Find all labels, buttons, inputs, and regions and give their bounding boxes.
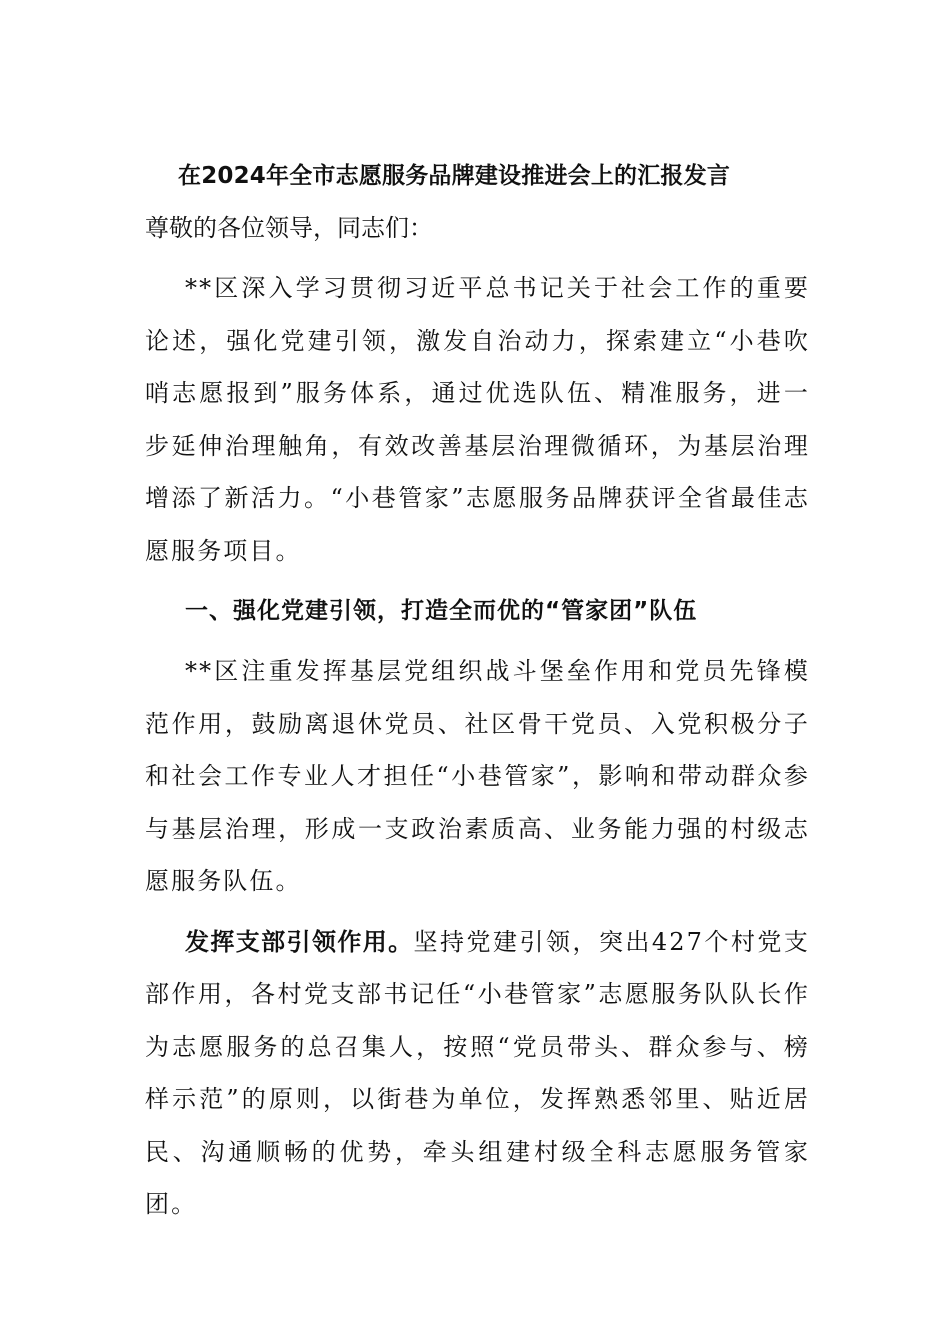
document-title: 在2024年全市志愿服务品牌建设推进会上的汇报发言 (178, 163, 731, 189)
intro-paragraph: **区深入学习贯彻习近平总书记关于社会工作的重要论述，强化党建引领，激发自治动力，探索建立“小巷吹哨志愿报到”服务体系，通过优选队伍、精准服务，进一步延伸治理触角，有效改善基层治理微循环，为基层治理增添了新活力。“小巷管家”志愿服务品牌获评全省最佳志愿服务项目。 (145, 274, 810, 565)
section-1-paragraph: **区注重发挥基层党组织战斗堡垒作用和党员先锋模范作用，鼓励离退休党员、社区骨干党员、入党积极分子和社会工作专业人才担任“小巷管家”，影响和带动群众参与基层治理，形成一支政治素质高、业务能力强的村级志愿服务队伍。 (145, 657, 810, 895)
section-heading-1: 一、强化党建引领，打造全而优的“管家团”队伍 (185, 598, 698, 624)
paragraph-2-lead: 发挥支部引领作用。 (185, 927, 414, 956)
paragraph-2 (145, 916, 810, 1231)
paragraph-2-text: 坚持党建引领，突出427个村党支部作用，各村党支部书记任“小巷管家”志愿服务队队长作为志愿服务的总召集人，按照“党员带头、群众参与、榜样示范”的原则，以街巷为单位，发挥熟悉邻里、贴近居民、沟通顺畅的优势，牵头组建村级全科志愿服务管家团。 (145, 927, 810, 1218)
greeting: 尊敬的各位领导，同志们： (145, 214, 433, 242)
document-page (145, 150, 810, 1239)
